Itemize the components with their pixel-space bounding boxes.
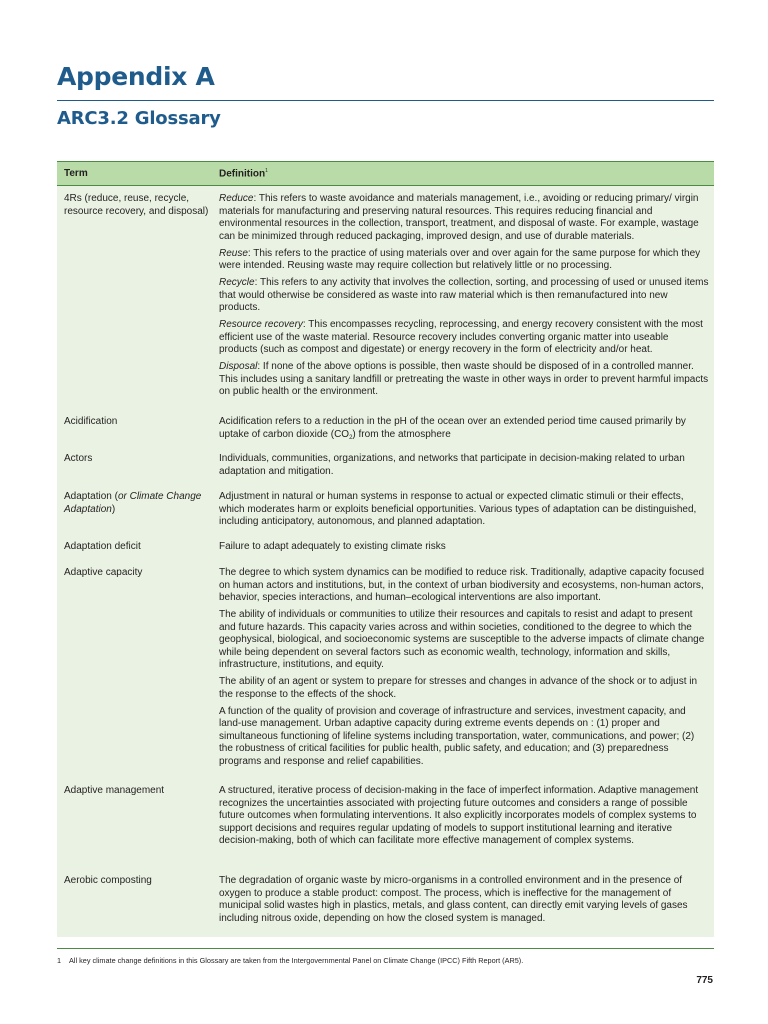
definition-cell bbox=[219, 453, 709, 483]
definition-paragraph: Individuals, communities, organizations, and networks that participate in decision-making related to urban adaptation and mitigation. bbox=[219, 453, 685, 477]
table-header bbox=[57, 162, 714, 186]
subterm-label: Reuse bbox=[219, 247, 248, 259]
definition-paragraph: A function of the quality of provision and coverage of infrastructure and services, investment capacity, and land-use management. Urban adaptive capacity during extreme events depends on : (1) proper and simultaneous functioning of lifeline systems including transportation, water, communications, and power; (2) the robustness of critical facilities for public health, public safety, and education; and (3) preparedness programs and response and relief capabilities. bbox=[219, 705, 695, 767]
term-cell: 4Rs (reduce, reuse, recycle, resource recovery, and disposal) bbox=[64, 193, 209, 217]
definition-paragraph bbox=[219, 277, 709, 315]
subterm-label: Resource recovery bbox=[219, 319, 303, 330]
definition-paragraph bbox=[219, 319, 709, 357]
definition-paragraph: The ability of an agent or system to prepare for stresses and changes in advance of the shock or to adjust in the response to the effects of the shock. bbox=[219, 676, 698, 700]
definition-text: ) from the atmosphere bbox=[352, 428, 451, 440]
definition-cell bbox=[219, 541, 709, 558]
definition-paragraph: The ability of individuals or communities to utilize their resources and capitals to resist and adapt to present and future hazards. This capacity varies across and within societies, conditioned to the degree to which the geophysical, biological, and socioeconomic systems are susceptible to the adverse impacts of climate change while being dependent on several factors such as economic wealth, technology, information and skills, infrastructure, institutions, and equity. bbox=[219, 609, 705, 670]
subscript: 2 bbox=[349, 434, 353, 441]
term-alt-text: or Climate Change Adaptation bbox=[64, 491, 202, 515]
term-cell: Adaptation deficit bbox=[64, 541, 141, 552]
definition-cell bbox=[219, 785, 709, 852]
definition-paragraph: Failure to adapt adequately to existing climate risks bbox=[219, 541, 446, 552]
subterm-text: : If none of the above options is possible, then waste should be disposed of in a controlled manner. This includes using a sanitary landfill or pretreating the waste in other ways in order to prevent harmful impacts on public health or the environment. bbox=[219, 361, 709, 397]
footnote bbox=[57, 956, 523, 965]
footnote-ref: 1 bbox=[265, 168, 268, 174]
definition-paragraph bbox=[219, 416, 709, 441]
section-title: ARC3.2 Glossary bbox=[57, 108, 221, 129]
title-divider bbox=[57, 100, 714, 101]
term-text: Adaptation ( bbox=[64, 491, 118, 502]
table-row bbox=[57, 416, 709, 446]
header-definition-label: Definition bbox=[219, 168, 266, 180]
table-row bbox=[57, 541, 709, 558]
footnote-divider bbox=[57, 948, 714, 949]
term-cell: Acidification bbox=[64, 416, 118, 427]
definition-cell bbox=[219, 875, 709, 930]
header-term: Term bbox=[64, 168, 88, 179]
definition-paragraph bbox=[219, 193, 709, 243]
subterm-text: : This refers to the practice of using materials over and over again for the same purpose for which they were intended. Reusing waste may require collection but relatively little or no processing. bbox=[219, 247, 701, 271]
definition-paragraph bbox=[219, 248, 709, 273]
term-cell: Aerobic composting bbox=[64, 875, 152, 886]
subterm-text: : This refers to waste avoidance and materials management, i.e., avoiding or reducing primary/ virgin materials for manufacturing and preserving natural resources. This requires reducing financial and environmental resources in the collection, transport, treatment, and disposal of waste. For example, wastage can be minimized through reduced packaging, improved design, and use of durable materials. bbox=[219, 193, 699, 242]
term-cell: Adaptive management bbox=[64, 785, 165, 796]
glossary-table bbox=[57, 161, 714, 937]
definition-text: Acidification refers to a reduction in the pH of the ocean over an extended period time caused primarily by uptake of carbon dioxide (CO bbox=[219, 416, 686, 440]
definition-paragraph: Adjustment in natural or human systems in response to actual or expected climatic stimuli or their effects, which moderates harm or exploits beneficial opportunities. Various types of adaptation can be distinguished, including anticipatory, autonomous, and planned adaptation. bbox=[219, 491, 697, 527]
table-row bbox=[57, 875, 709, 930]
term-cell: Actors bbox=[64, 453, 93, 464]
subterm-label: Reduce bbox=[219, 193, 254, 204]
header-definition bbox=[219, 168, 268, 179]
footnote-text: All key climate change definitions in this Glossary are taken from the Intergovernmental Panel on Climate Change (IPCC) Fifth Report (AR5). bbox=[69, 956, 524, 965]
table-row bbox=[57, 453, 709, 483]
definition-cell bbox=[219, 567, 709, 773]
definition-paragraph: The degree to which system dynamics can be modified to reduce risk. Traditionally, adaptive capacity focused on human actors and institutions, but, in the context of urban biodiversity and ecosystems, non-human actors, behavior, species interactions, and human–ecological interventions are also important. bbox=[219, 567, 705, 603]
definition-paragraph: The degradation of organic waste by micro-organisms in a controlled environment and in the presence of oxygen to produce a stable product: compost. The process, which is ineffective for the management of municipal solid wastes high in plastics, metals, and glass content, can directly emit varying levels of gases including nitrous oxide, depending on how the closed system is managed. bbox=[219, 875, 688, 924]
table-row bbox=[57, 193, 709, 403]
term-text: ) bbox=[111, 503, 116, 515]
subterm-text: : This refers to any activity that involves the collection, sorting, and processing of used or unused items that would otherwise be considered as waste into raw material which is then remanufactured into new products. bbox=[219, 277, 709, 313]
subterm-label: Recycle bbox=[219, 277, 255, 288]
table-row bbox=[57, 567, 709, 773]
term-cell bbox=[57, 491, 219, 533]
definition-paragraph: A structured, iterative process of decision-making in the face of imperfect information. Adaptive management recognizes the uncertainties associated with projecting future outcomes and considers a range of possible future outcomes when formulating interventions. It also explicitly incorporates models of complex systems to support decisions and requires regular updating of models to support institutional learning and iterative decision-making, both of which can facilitate more effective management of complex systems. bbox=[219, 785, 699, 846]
page-title: Appendix A bbox=[57, 62, 215, 91]
definition-paragraph bbox=[219, 361, 709, 399]
page-number: 775 bbox=[696, 975, 713, 986]
subterm-label: Disposal bbox=[219, 361, 258, 372]
subterm-text: : This encompasses recycling, reprocessing, and energy recovery consistent with the most efficient use of the waste material. Resource recovery includes converting organic matter into useable products (such as compost and digestate) or energy recovery in the form of electricity and/or heat. bbox=[219, 319, 703, 355]
term-cell: Adaptive capacity bbox=[64, 567, 143, 578]
table-row bbox=[57, 491, 709, 533]
definition-cell bbox=[219, 193, 709, 403]
definition-cell bbox=[219, 491, 709, 533]
definition-cell bbox=[219, 416, 709, 446]
table-row bbox=[57, 785, 709, 852]
footnote-number: 1 bbox=[57, 956, 62, 965]
